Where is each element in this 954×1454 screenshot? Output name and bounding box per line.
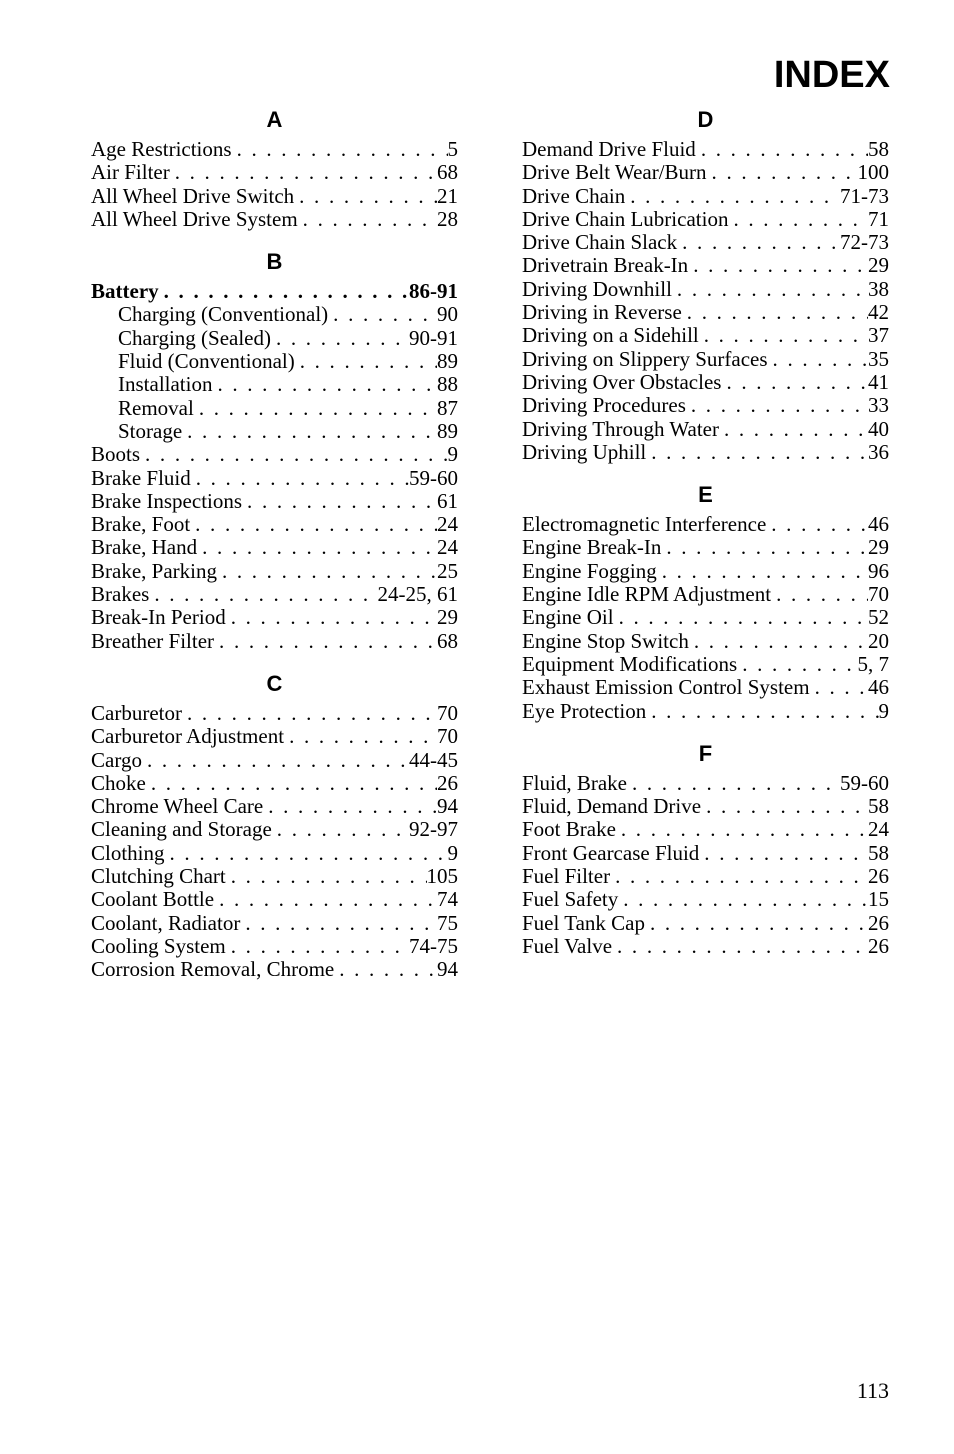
entry-page: 29 (437, 606, 458, 630)
page-number: 113 (856, 1378, 889, 1403)
dot-leader (686, 394, 868, 417)
index-entry (91, 818, 458, 841)
index-entry (91, 490, 458, 513)
dot-leader (699, 324, 868, 347)
dot-leader (165, 842, 448, 865)
entry-page: 88 (437, 373, 458, 397)
entry-label: Drive Chain Slack (522, 231, 678, 255)
index-entry (522, 865, 889, 888)
index-entry (91, 935, 458, 958)
entry-label: Brake, Hand (91, 536, 198, 560)
entry-page: 74 (437, 888, 458, 912)
entry-page: 71 (868, 207, 889, 231)
entry-page: 90 (437, 303, 458, 327)
index-entry (522, 700, 889, 723)
index-subentry (91, 327, 458, 350)
dot-leader (627, 772, 840, 795)
entry-label: Driving on a Sidehill (522, 324, 699, 348)
entry-page: 36 (868, 440, 889, 464)
page-title: INDEX (773, 54, 890, 96)
entry-page: 5, 7 (857, 652, 889, 676)
dot-leader (721, 371, 868, 394)
entry-label: Engine Break-In (522, 536, 662, 560)
section-letter: A (266, 107, 283, 132)
dot-leader (688, 254, 868, 277)
index-column-right (522, 106, 889, 975)
index-entry (522, 513, 889, 536)
entry-page: 15 (868, 888, 889, 912)
entry-label: Front Gearcase Fluid (522, 841, 700, 865)
entry-page: 96 (868, 559, 889, 583)
dot-leader (272, 818, 409, 841)
entry-page: 92-97 (409, 818, 458, 842)
entry-page: 61 (437, 489, 458, 513)
index-entry (91, 958, 458, 981)
entry-label: Driving Through Water (522, 417, 719, 441)
dot-leader (682, 301, 868, 324)
index-entry (91, 702, 458, 725)
entry-page: 68 (437, 629, 458, 653)
entry-label: Cooling System (91, 934, 226, 958)
index-section-a (91, 106, 458, 231)
dot-leader (226, 606, 437, 629)
entry-label: Boots (91, 443, 141, 467)
index-entry (522, 418, 889, 441)
entry-label: Driving Procedures (522, 394, 686, 418)
entry-page: 21 (437, 184, 458, 208)
index-entry (522, 818, 889, 841)
section-letter: C (266, 670, 283, 696)
entry-label: Driving in Reverse (522, 301, 682, 325)
dot-leader (625, 185, 840, 208)
entry-label: Fluid, Brake (522, 771, 627, 795)
entry-label: Corrosion Removal, Chrome (91, 958, 335, 982)
dot-leader (328, 303, 437, 326)
entry-page: 35 (868, 347, 889, 371)
dot-leader (728, 208, 868, 231)
dot-leader (614, 606, 868, 629)
entry-page: 26 (868, 934, 889, 958)
dot-leader (182, 702, 437, 725)
entry-page: 29 (868, 254, 889, 278)
dot-leader (142, 749, 409, 772)
entry-page: 68 (437, 161, 458, 185)
entry-page: 59-60 (840, 771, 889, 795)
dot-leader (190, 513, 437, 536)
index-entry (91, 630, 458, 653)
entry-page: 70 (437, 725, 458, 749)
index-entry (522, 912, 889, 935)
entry-label: Electromagnetic Interference (522, 513, 767, 537)
entry-label: Break-In Period (91, 606, 226, 630)
dot-leader (191, 467, 409, 490)
entry-label: Drive Belt Wear/Burn (522, 161, 707, 185)
dot-leader (646, 441, 868, 464)
dot-leader (242, 490, 437, 513)
index-entry (522, 842, 889, 865)
entry-label: Brake Inspections (91, 489, 243, 513)
entry-page: 46 (868, 513, 889, 537)
dot-leader (699, 842, 868, 865)
entry-page: 42 (868, 301, 889, 325)
index-entry (91, 443, 458, 466)
entry-page: 90-91 (409, 326, 458, 350)
index-subentry (91, 397, 458, 420)
index-entry (522, 208, 889, 231)
entry-label: Brakes (91, 583, 150, 607)
entry-label: Charging (Sealed) (118, 326, 271, 350)
dot-leader (226, 865, 427, 888)
entry-label: Breather Filter (91, 629, 215, 653)
index-subentry (91, 350, 458, 373)
dot-leader (766, 513, 868, 536)
entry-page: 58 (868, 841, 889, 865)
entry-label: Equipment Modifications (522, 652, 738, 676)
index-entry (522, 161, 889, 184)
entry-page: 38 (868, 277, 889, 301)
entry-label: Driving on Slippery Surfaces (522, 347, 768, 371)
section-letter: E (698, 482, 713, 508)
index-entry (522, 676, 889, 699)
entry-page: 24 (868, 818, 889, 842)
entry-page: 24 (437, 536, 458, 560)
entry-label: Driving Downhill (522, 277, 672, 301)
dot-leader (214, 888, 437, 911)
entry-page: 29 (868, 536, 889, 560)
dot-leader (696, 138, 868, 161)
index-entry (91, 912, 458, 935)
index-entry (91, 467, 458, 490)
entry-page: 59-60 (409, 466, 458, 490)
index-entry (522, 254, 889, 277)
section-letter: B (266, 249, 283, 275)
index-entry (522, 441, 889, 464)
index-entry (91, 208, 458, 231)
entry-page: 71-73 (840, 184, 889, 208)
index-entry (91, 161, 458, 184)
entry-page: 25 (437, 559, 458, 583)
index-entry (91, 513, 458, 536)
index-entry (91, 842, 458, 865)
index-entry (91, 606, 458, 629)
dot-leader (657, 560, 868, 583)
dot-leader (226, 935, 409, 958)
index-entry (91, 865, 458, 888)
index-entry (522, 630, 889, 653)
dot-leader (677, 231, 840, 254)
index-entry (91, 725, 458, 748)
entry-page: 9 (447, 443, 458, 467)
index-entry (522, 888, 889, 911)
dot-leader (159, 280, 409, 303)
entry-label: Battery (91, 280, 159, 304)
index-entry (91, 138, 458, 161)
entry-label: Demand Drive Fluid (522, 138, 696, 161)
entry-page: 46 (868, 676, 889, 700)
index-entry (522, 795, 889, 818)
entry-label: Clothing (91, 841, 165, 865)
index-entry (522, 935, 889, 958)
entry-label: Brake, Parking (91, 559, 217, 583)
entry-label: Drivetrain Break-In (522, 254, 689, 278)
index-entry (522, 583, 889, 606)
entry-label: Engine Idle RPM Adjustment (522, 583, 772, 607)
entry-label: Fuel Valve (522, 934, 613, 958)
entry-page: 70 (437, 701, 458, 725)
entry-label: Clutching Chart (91, 865, 226, 889)
entry-label: Driving Over Obstacles (522, 370, 722, 394)
entry-label: Fluid, Demand Drive (522, 795, 702, 819)
entry-label: Installation (118, 373, 213, 397)
entry-page: 26 (437, 771, 458, 795)
entry-page: 37 (868, 324, 889, 348)
entry-label: All Wheel Drive Switch (91, 184, 295, 208)
index-entry (91, 280, 458, 303)
index-entry (522, 772, 889, 795)
entry-label: Eye Protection (522, 699, 647, 723)
dot-leader (170, 161, 437, 184)
dot-leader (719, 418, 868, 441)
entry-page: 100 (857, 161, 889, 185)
entry-label: Cargo (91, 748, 142, 772)
dot-leader (701, 795, 868, 818)
dot-leader (182, 420, 437, 443)
dot-leader (284, 725, 437, 748)
dot-leader (240, 912, 437, 935)
entry-page: 44-45 (409, 748, 458, 772)
entry-page: 26 (868, 911, 889, 935)
entry-page: 26 (868, 865, 889, 889)
index-entry (522, 348, 889, 371)
entry-page: 20 (868, 629, 889, 653)
entry-page: 24 (437, 513, 458, 537)
dot-leader (768, 348, 868, 371)
dot-leader (645, 912, 868, 935)
index-subentry (91, 303, 458, 326)
index-section-f (522, 740, 889, 958)
index-entry (91, 795, 458, 818)
entry-page: 9 (447, 841, 458, 865)
section-letter: D (697, 107, 714, 132)
entry-label: Coolant, Radiator (91, 911, 241, 935)
index-entry (522, 536, 889, 559)
entry-label: Carburetor Adjustment (91, 725, 285, 749)
dot-leader (149, 583, 377, 606)
entry-page: 89 (437, 419, 458, 443)
index-section-c (91, 670, 458, 982)
entry-page: 40 (868, 417, 889, 441)
entry-label: Fluid (Conventional) (118, 350, 295, 374)
entry-label: Fuel Filter (522, 865, 611, 889)
entry-label: Fuel Tank Cap (522, 911, 645, 935)
entry-page: 75 (437, 911, 458, 935)
index-subentry (91, 420, 458, 443)
dot-leader (212, 373, 437, 396)
entry-label: Drive Chain Lubrication (522, 207, 729, 231)
dot-leader (146, 772, 437, 795)
index-entry (522, 278, 889, 301)
entry-page: 105 (426, 865, 458, 889)
index-entry (522, 560, 889, 583)
index-entry (91, 536, 458, 559)
entry-page: 58 (868, 795, 889, 819)
entry-label: Chrome Wheel Care (91, 795, 264, 819)
index-section-e (522, 481, 889, 723)
entry-label: Air Filter (91, 161, 170, 185)
entry-label: Exhaust Emission Control System (522, 676, 810, 700)
dot-leader (689, 630, 868, 653)
entry-label: Drive Chain (522, 184, 626, 208)
entry-page: 94 (437, 958, 458, 982)
entry-label: Fuel Safety (522, 888, 619, 912)
dot-leader (810, 676, 868, 699)
entry-label: Storage (118, 419, 183, 443)
dot-leader (618, 888, 868, 911)
dot-leader (771, 583, 868, 606)
entry-label: Engine Stop Switch (522, 629, 689, 653)
dot-leader (217, 560, 437, 583)
dot-leader (295, 350, 437, 373)
index-entry (91, 749, 458, 772)
dot-leader (672, 278, 868, 301)
index-entry (522, 301, 889, 324)
entry-page: 87 (437, 396, 458, 420)
entry-label: Engine Fogging (522, 559, 657, 583)
entry-label: Charging (Conventional) (118, 303, 329, 327)
index-entry (522, 606, 889, 629)
dot-leader (334, 958, 437, 981)
entry-page: 72-73 (840, 231, 889, 255)
dot-leader (612, 935, 868, 958)
entry-label: Carburetor (91, 701, 182, 725)
entry-page: 89 (437, 350, 458, 374)
entry-page: 41 (868, 370, 889, 394)
dot-leader (737, 653, 857, 676)
dot-leader (194, 397, 437, 420)
dot-leader (232, 138, 448, 161)
dot-leader (661, 536, 868, 559)
entry-page: 58 (868, 138, 889, 161)
index-entry (522, 653, 889, 676)
index-section-d (522, 106, 889, 464)
index-entry (522, 324, 889, 347)
index-column-left (91, 106, 458, 999)
dot-leader (271, 327, 409, 350)
entry-label: Cleaning and Storage (91, 818, 272, 842)
index-entry (522, 371, 889, 394)
index-entry (91, 583, 458, 606)
index-entry (91, 772, 458, 795)
entry-label: Brake Fluid (91, 466, 191, 490)
entry-page: 24-25, 61 (377, 583, 458, 607)
dot-leader (707, 161, 858, 184)
entry-page: 5 (447, 138, 458, 161)
index-entry (522, 231, 889, 254)
entry-page: 52 (868, 606, 889, 630)
entry-label: Removal (118, 396, 194, 420)
dot-leader (263, 795, 437, 818)
entry-label: Foot Brake (522, 818, 616, 842)
section-letter: F (698, 740, 713, 766)
entry-label: Coolant Bottle (91, 888, 215, 912)
entry-page: 86-91 (409, 280, 458, 304)
index-entry (522, 138, 889, 161)
entry-label: All Wheel Drive System (91, 207, 298, 231)
index-entry (522, 185, 889, 208)
entry-label: Age Restrictions (91, 138, 232, 161)
dot-leader (294, 185, 437, 208)
index-entry (91, 185, 458, 208)
entry-page: 74-75 (409, 934, 458, 958)
index-subentry (91, 373, 458, 396)
dot-leader (298, 208, 437, 231)
entry-page: 70 (868, 583, 889, 607)
dot-leader (197, 536, 437, 559)
entry-label: Brake, Foot (91, 513, 191, 537)
dot-leader (646, 700, 878, 723)
entry-label: Choke (91, 771, 146, 795)
entry-label: Engine Oil (522, 606, 614, 630)
entry-page: 9 (878, 699, 889, 723)
index-entry (522, 394, 889, 417)
dot-leader (214, 630, 437, 653)
index-entry (91, 888, 458, 911)
dot-leader (616, 818, 868, 841)
dot-leader (140, 443, 447, 466)
index-entry (91, 560, 458, 583)
dot-leader (610, 865, 868, 888)
entry-page: 94 (437, 795, 458, 819)
entry-label: Driving Uphill (522, 440, 647, 464)
entry-page: 33 (868, 394, 889, 418)
index-section-b (91, 248, 458, 653)
entry-page: 28 (437, 207, 458, 231)
